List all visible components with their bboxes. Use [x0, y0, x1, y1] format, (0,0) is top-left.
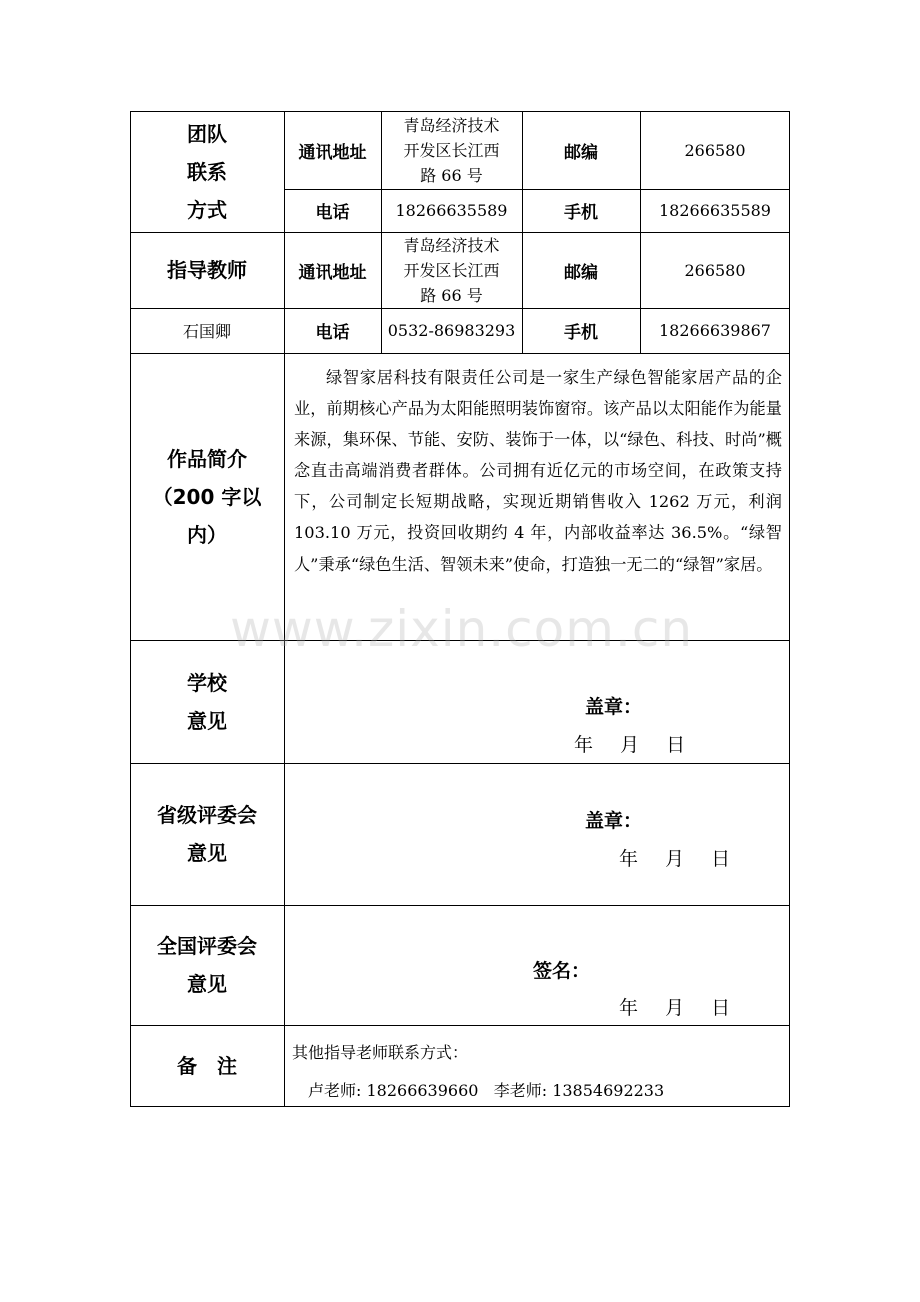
national-opinion-label: [130, 905, 284, 1025]
advisor-postcode-value: 266580: [684, 260, 746, 280]
school-date: [574, 730, 685, 757]
address-line: 青岛经济技术: [403, 235, 500, 255]
advisor-mobile-label: 手机: [564, 323, 598, 343]
address-line: 路 66 号: [420, 285, 483, 305]
team-postcode-label: 邮编: [564, 142, 598, 163]
provincial-opinion-label-line: 省级评委会: [157, 803, 257, 827]
national-opinion-label-line: 全国评委会: [157, 934, 257, 958]
summary-label: [130, 353, 284, 640]
summary-label-line: （200 字以: [152, 484, 262, 509]
watermark-text: www.zixin.com.cn: [230, 600, 694, 658]
school-opinion-label-line: 学校: [187, 670, 227, 695]
address-line: 路 66 号: [420, 165, 483, 185]
provincial-opinion-label: [130, 763, 284, 905]
team-address-label: 通讯地址: [298, 142, 367, 163]
remarks-line-1: 其他指导老师联系方式：: [292, 1043, 469, 1062]
school-opinion-label: [130, 640, 284, 763]
provincial-stamp-label: 盖章：: [585, 810, 643, 832]
advisor-phone-value: 0532-86983293: [387, 321, 516, 340]
advisor-address-value: [381, 232, 522, 308]
remarks-label: 备 注: [177, 1053, 237, 1078]
table-rule: [130, 1106, 790, 1107]
address-line: 青岛经济技术: [403, 115, 500, 135]
team-contact-label-line: 团队: [187, 121, 227, 146]
provincial-opinion-label-line: 意见: [187, 841, 227, 865]
advisor-mobile-value: 18266639867: [659, 321, 771, 340]
remarks-line-2: 卢老师: 18266639660 李老师: 13854692233: [308, 1081, 665, 1100]
registration-form-table: [130, 111, 790, 1107]
team-contact-label-line: 联系: [187, 159, 227, 184]
team-phone-label: 电话: [315, 203, 350, 223]
month-label: 月: [665, 848, 685, 870]
advisor-address-label: 通讯地址: [298, 262, 367, 283]
year-label: 年: [619, 997, 639, 1019]
team-mobile-value: 18266635589: [659, 201, 771, 220]
team-phone-value: 18266635589: [395, 201, 508, 220]
advisor-name: 石国卿: [182, 322, 231, 341]
year-label: 年: [619, 848, 639, 870]
team-address-value: [381, 111, 522, 189]
school-opinion-label-line: 意见: [187, 708, 227, 733]
summary-text: 绿智家居科技有限责任公司是一家生产绿色智能家居产品的企业，前期核心产品为太阳能照明装饰窗帘。该产品以太阳能作为能量来源，集环保、节能、安防、装饰于一体，以“绿色、科技、时尚”概念直击高端消费者群体。公司拥有近亿元的市场空间，在政策支持下，公司制定长短期战略，实现近期销售收入 1262 万元，利润 103.10 万元，投资回收期约 4 年，内部收益率达 36.5%。“绿智人”秉承“绿色生活、智领未来”使命，打造独一无二的“绿智”家居。: [294, 368, 782, 574]
school-stamp-label: 盖章：: [585, 696, 643, 718]
team-contact-label: [130, 111, 284, 232]
team-contact-label-line: 方式: [187, 197, 227, 222]
team-mobile-label: 手机: [564, 203, 598, 223]
month-label: 月: [665, 997, 685, 1019]
summary-label-line: 作品简介: [167, 446, 247, 471]
advisor-phone-label: 电话: [315, 323, 350, 343]
day-label: 日: [711, 997, 731, 1019]
team-postcode-value: 266580: [684, 140, 746, 160]
provincial-date: [619, 844, 730, 871]
day-label: 日: [666, 734, 686, 756]
advisor-label: 指导教师: [167, 258, 247, 282]
national-opinion-label-line: 意见: [187, 972, 227, 996]
national-signature-label: 签名：: [533, 960, 591, 982]
year-label: 年: [574, 734, 594, 756]
address-line: 开发区长江西: [403, 140, 500, 160]
national-date: [619, 993, 730, 1020]
summary-label-line: 内）: [187, 522, 227, 547]
month-label: 月: [620, 734, 640, 756]
day-label: 日: [711, 848, 731, 870]
advisor-postcode-label: 邮编: [564, 262, 598, 283]
address-line: 开发区长江西: [403, 260, 500, 280]
